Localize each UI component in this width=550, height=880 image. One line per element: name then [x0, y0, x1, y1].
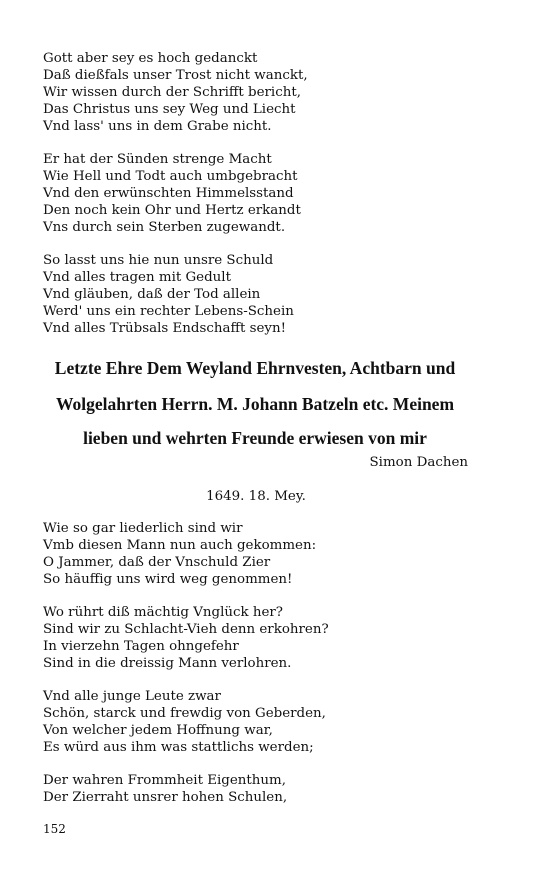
poem-line: Schön, starck und frewdig von Geberden, [43, 705, 326, 721]
poem-line: Den noch kein Ohr und Hertz erkandt [43, 202, 301, 218]
poem-title-line: Wolgelahrten Herrn. M. Johann Batzeln etc. Meinem [55, 394, 455, 414]
poem-line: Wie so gar liederlich sind wir [43, 521, 243, 536]
poem-stanza [43, 521, 483, 589]
poem-stanza [43, 51, 483, 136]
poem-line: Daß dießfals unser Trost nicht wanckt, [43, 67, 308, 83]
poem-line: Sind in die dreissig Mann verlohren. [43, 655, 292, 671]
poem-line: Es würd aus ihm was stattlichs werden; [43, 739, 314, 755]
poem-line: Der Zierraht unsrer hohen Schulen, [43, 789, 288, 805]
poem-line: Sind wir zu Schlacht-Vieh denn erkohren? [43, 621, 329, 637]
poem-stanza [43, 253, 483, 338]
poem-stanza [43, 605, 483, 673]
poem-stanza [43, 689, 483, 757]
poem-line: Von welcher jedem Hoffnung war, [43, 722, 273, 738]
poem-line: So lasst uns hie nun unsre Schuld [43, 253, 274, 268]
poem-title-line: Letzte Ehre Dem Weyland Ehrnvesten, Achtbarn und [54, 358, 456, 378]
poem-stanza [43, 773, 483, 807]
poem-line: Gott aber sey es hoch gedanckt [43, 51, 258, 66]
poem-line: O Jammer, daß der Vnschuld Zier [43, 554, 271, 570]
poem-line: Vns durch sein Sterben zugewandt. [43, 219, 286, 235]
poem-line: Das Christus uns sey Weg und Liecht [43, 101, 296, 117]
poem-line: Wo rührt diß mächtig Vnglück her? [43, 605, 283, 620]
poem-line: Wie Hell und Todt auch umbgebracht [43, 168, 298, 184]
page-number: 152 [43, 822, 66, 836]
poem-stanza [43, 152, 483, 237]
poem-line: Vnd alle junge Leute zwar [43, 689, 221, 704]
poem-line: Vnd alles tragen mit Gedult [43, 269, 231, 285]
poem-title-line: lieben und wehrten Freunde erwiesen von mir [83, 428, 427, 448]
poem-line: Der wahren Frommheit Eigenthum, [43, 773, 286, 788]
poem-line: So häuffig uns wird weg genommen! [43, 571, 293, 587]
poem-line: In vierzehn Tagen ohngefehr [43, 638, 239, 654]
author-name: Simon Dachen [369, 455, 468, 470]
poem-line: Vnd lass' uns in dem Grabe nicht. [43, 118, 272, 134]
poem-line: Vnd alles Trübsals Endschafft seyn! [43, 320, 286, 336]
poem-line: Wir wissen durch der Schrifft bericht, [43, 84, 301, 100]
poem-line: Er hat der Sünden strenge Macht [43, 152, 272, 167]
poem-line: Vmb diesen Mann nun auch gekommen: [43, 537, 317, 553]
poem-line: Vnd den erwünschten Himmelsstand [43, 185, 294, 201]
poem-line: Werd' uns ein rechter Lebens-Schein [43, 303, 294, 319]
poem-date: 1649. 18. Mey. [206, 489, 306, 504]
poem-line: Vnd gläuben, daß der Tod allein [43, 286, 261, 302]
